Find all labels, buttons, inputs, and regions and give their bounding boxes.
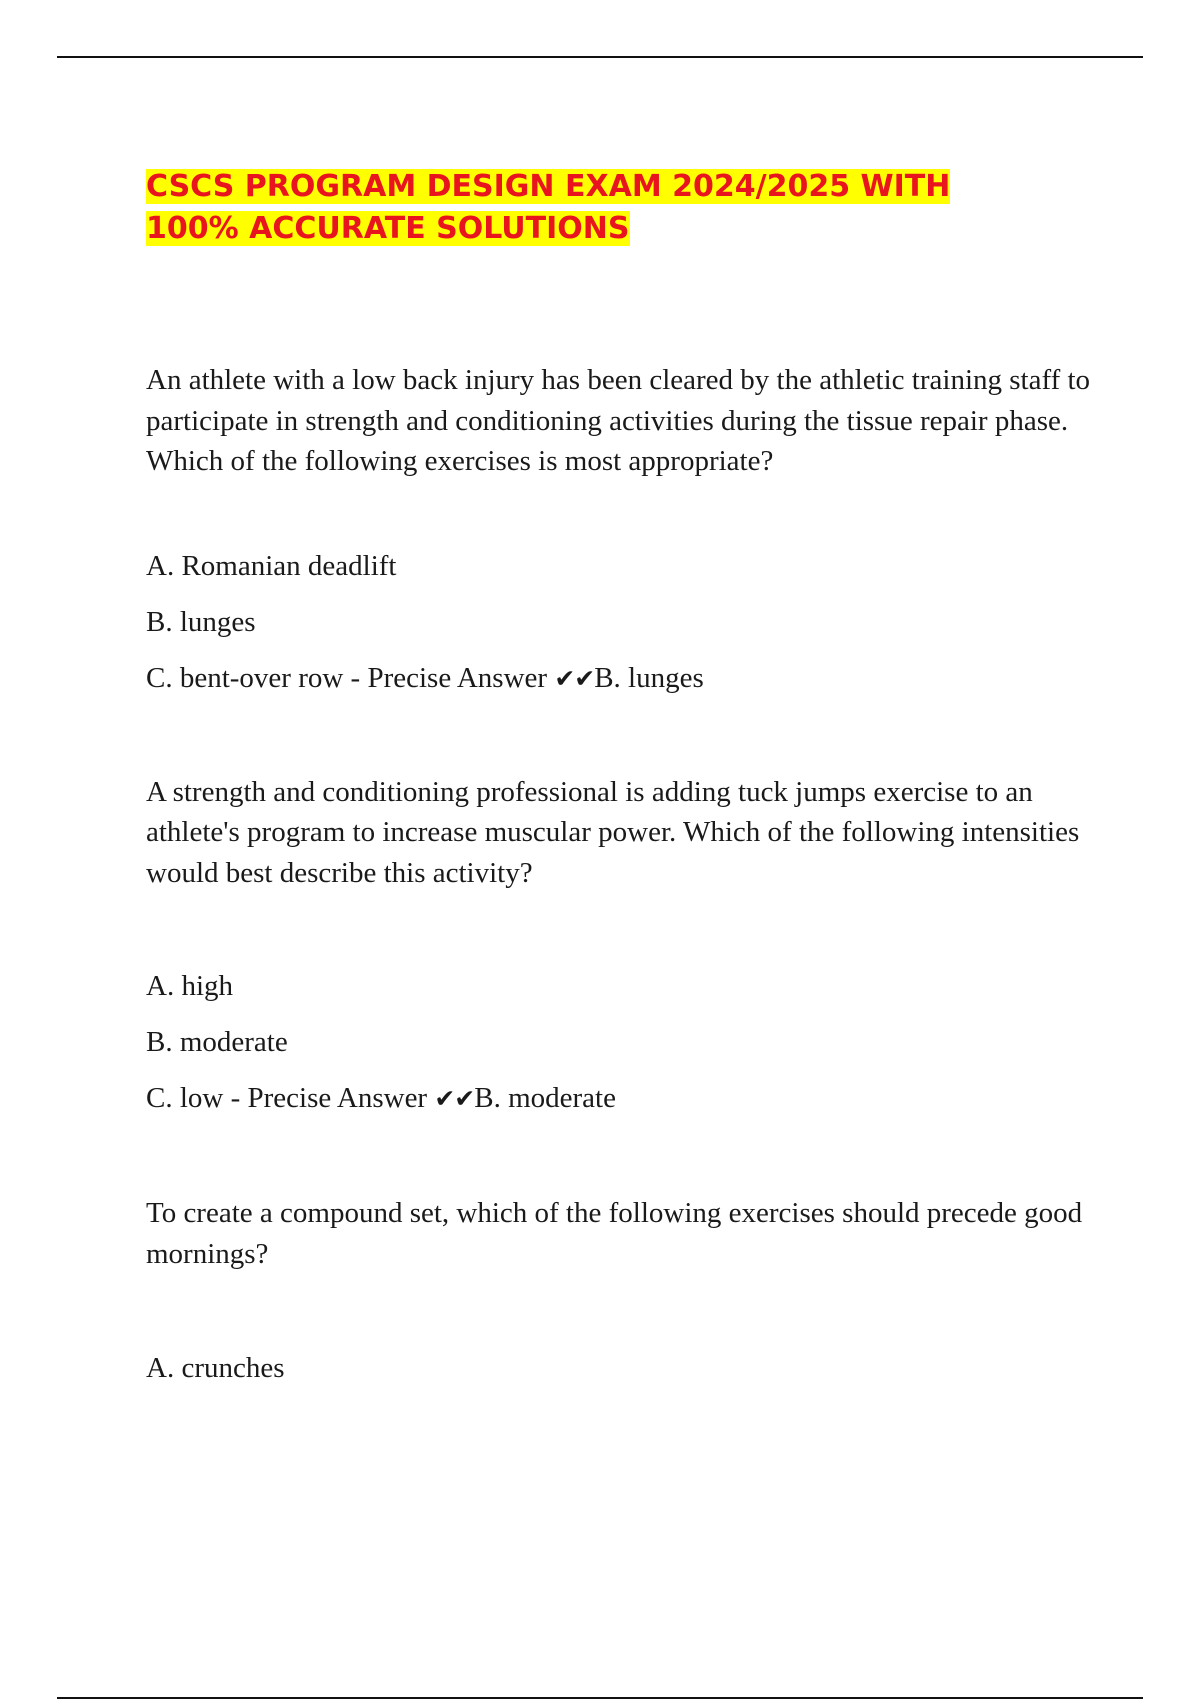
question-1-answer: B. lunges <box>594 661 704 694</box>
footer-rule <box>57 1697 1143 1699</box>
question-2-option-a: A. high <box>146 970 233 1002</box>
checkmark-icon: ✔✔ <box>434 1084 475 1113</box>
question-1-option-c <box>146 658 1106 699</box>
question-2-option-b: B. moderate <box>146 1026 288 1058</box>
document-title <box>146 166 1046 250</box>
document-title-text: CSCS PROGRAM DESIGN EXAM 2024/2025 WITH 100% ACCURATE SOLUTIONS <box>146 169 951 246</box>
question-1-text: An athlete with a low back injury has been cleared by the athletic training staff to participate in strength and conditioning activities during the tissue repair phase. Which of the following exercises is most appropriate? <box>146 364 1091 477</box>
question-1-option-c-label: C. bent-over row - Precise Answer <box>146 661 555 694</box>
question-2-option-c <box>146 1078 1106 1119</box>
question-3-text: To create a compound set, which of the following exercises should precede good mornings? <box>146 1197 1083 1270</box>
header-rule <box>57 56 1143 58</box>
question-3-option-a: A. crunches <box>146 1352 285 1384</box>
question-2-option-c-label: C. low - Precise Answer <box>146 1082 435 1114</box>
question-2-answer: B. moderate <box>474 1082 616 1114</box>
question-1-option-b: B. lunges <box>146 605 256 638</box>
checkmark-icon: ✔✔ <box>554 663 595 693</box>
question-1-option-a: A. Romanian deadlift <box>146 549 397 582</box>
document-body <box>146 166 1106 1388</box>
question-2-text: A strength and conditioning professional is adding tuck jumps exercise to an athlete's program to increase muscular power. Which of the following intensities would best describe this activity? <box>146 775 1080 889</box>
